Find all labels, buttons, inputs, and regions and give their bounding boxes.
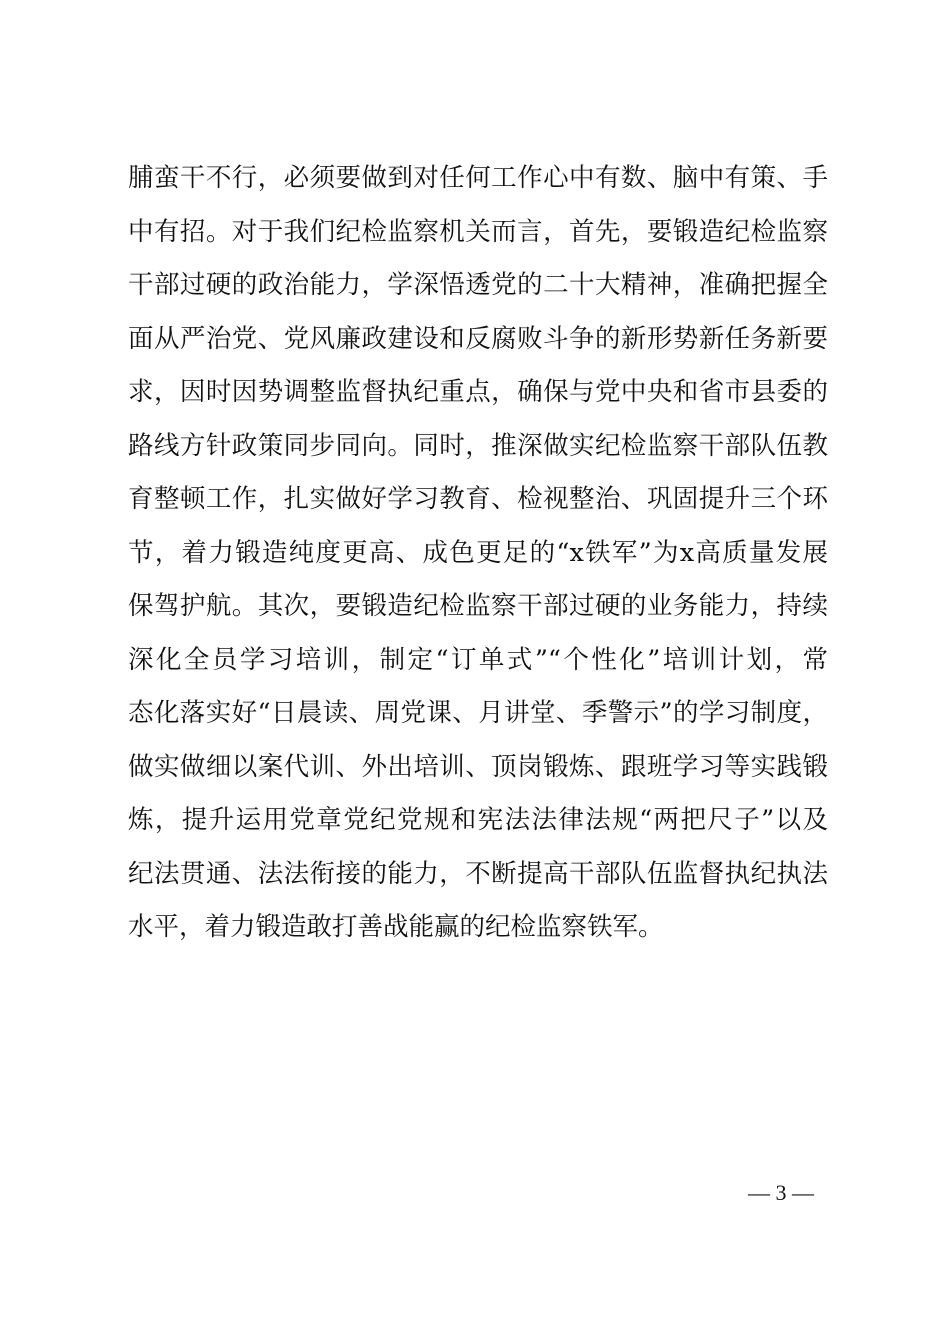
text-line: 做实做细以案代训、外出培训、顶岗锻炼、跟班学习等实践锻 xyxy=(128,751,828,782)
page-number: — 3 — xyxy=(748,1180,814,1205)
text-line: 育整顿工作，扎实做好学习教育、检视整治、巩固提升三个环 xyxy=(128,484,828,514)
text-line: 节，着力锻造纯度更高、成色更足的“x铁军”为x高质量发展 xyxy=(128,537,828,568)
text-line: 中有招。对于我们纪检监察机关而言，首先，要锻造纪检监察 xyxy=(128,216,828,247)
text-line: 深化全员学习培训，制定“订单式”“个性化”培训计划，常 xyxy=(128,644,828,675)
text-line: 炼，提升运用党章党纪党规和宪法法律法规“两把尺子”以及 xyxy=(128,805,828,835)
text-line: 态化落实好“日晨读、周党课、月讲堂、季警示”的学习制度， xyxy=(128,698,828,728)
text-line: 纪法贯通、法法衔接的能力，不断提高干部队伍监督执纪执法 xyxy=(128,858,828,889)
text-line-last: 水平，着力锻造敢打善战能赢的纪检监察铁军。 xyxy=(128,912,664,942)
text-line: 保驾护航。其次，要锻造纪检监察干部过硬的业务能力，持续 xyxy=(128,591,828,621)
text-line: 面从严治党、党风廉政建设和反腐败斗争的新形势新任务新要 xyxy=(128,323,828,354)
text-line: 干部过硬的政治能力，学深悟透党的二十大精神，准确把握全 xyxy=(128,270,828,300)
text-line: 求，因时因势调整监督执纪重点，确保与党中央和省市县委的 xyxy=(128,377,828,407)
body-paragraph xyxy=(128,152,828,955)
text-line: 路线方针政策同步同向。同时，推深做实纪检监察干部队伍教 xyxy=(128,430,828,461)
text-line: 脯蛮干不行，必须要做到对任何工作心中有数、脑中有策、手 xyxy=(128,163,828,193)
